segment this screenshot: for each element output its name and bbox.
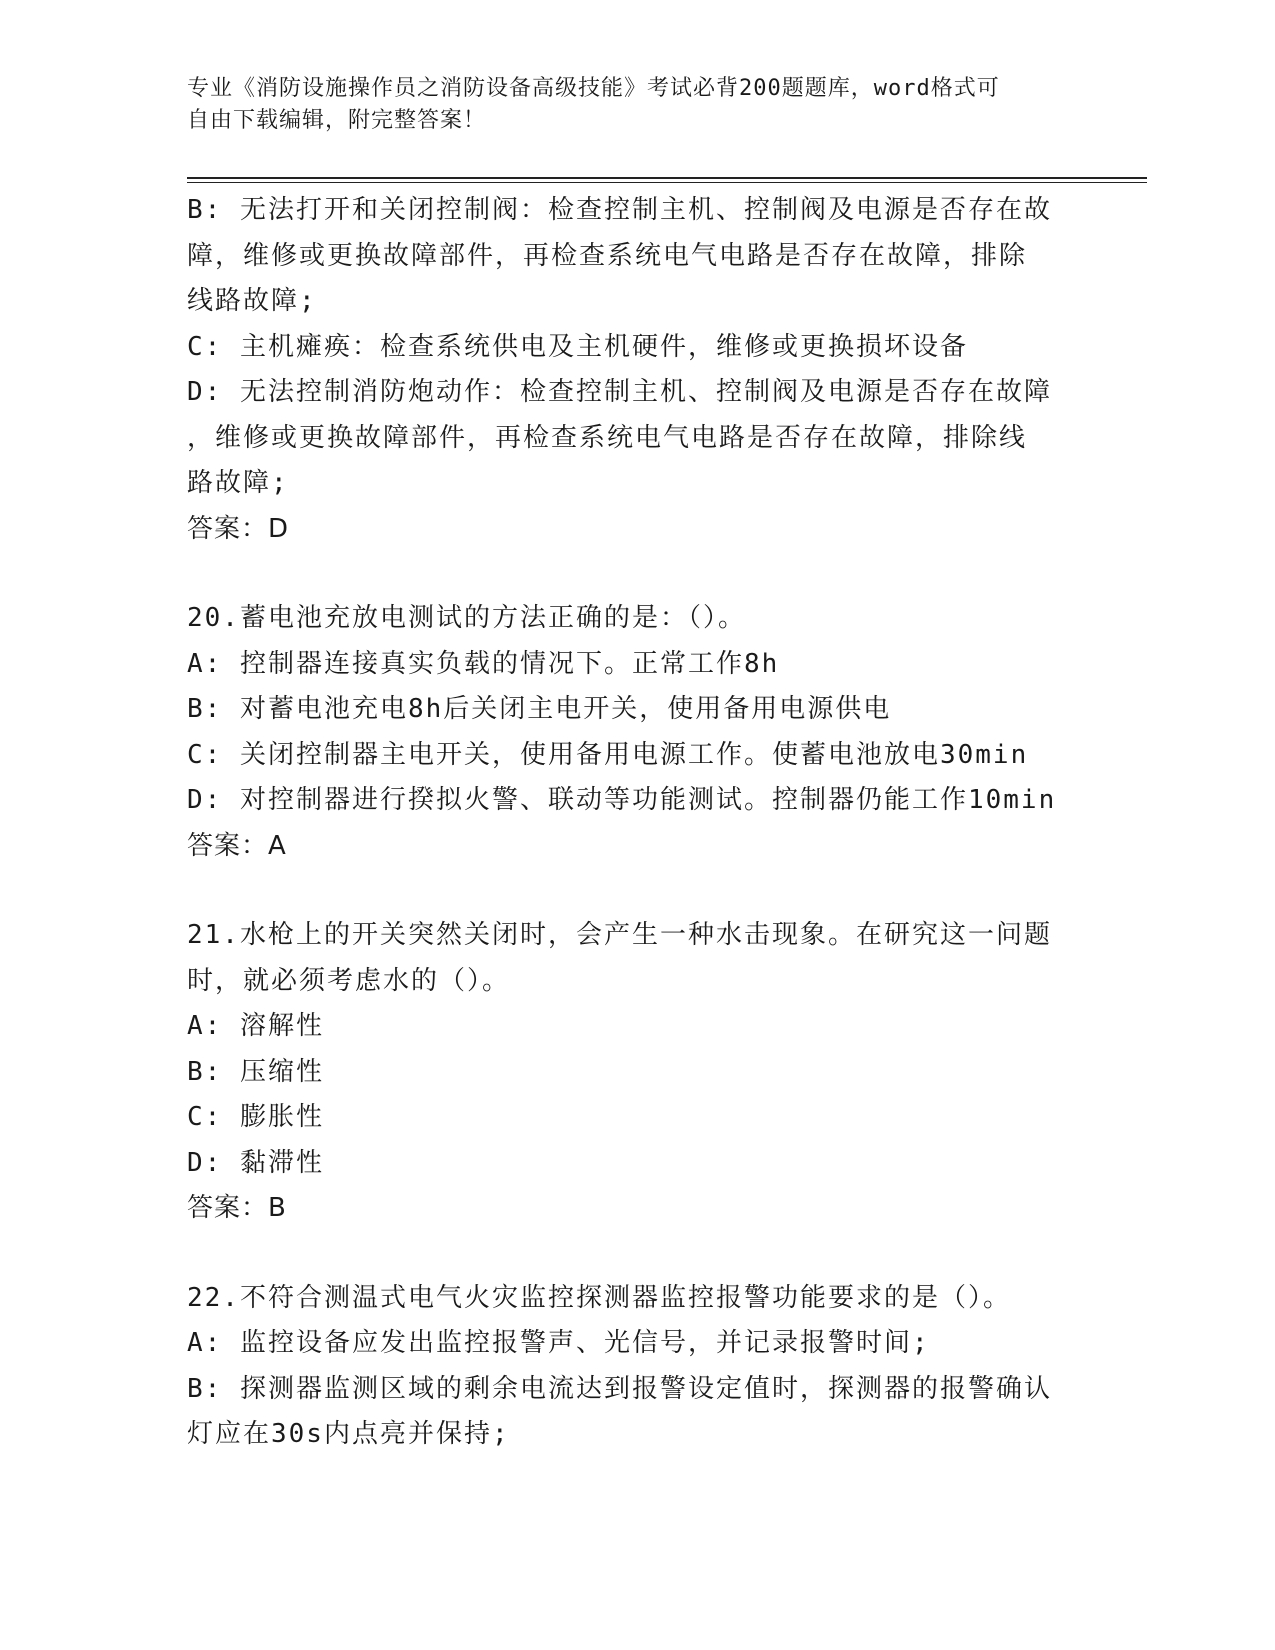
option-a: A: 监控设备应发出监控报警声、光信号，并记录报警时间; bbox=[187, 1328, 930, 1358]
document-body bbox=[187, 188, 1087, 1458]
document-header bbox=[187, 73, 1067, 137]
option-c: C: 主机瘫痪：检查系统供电及主机硬件，维修或更换损坏设备 bbox=[187, 331, 968, 362]
header-divider-thin bbox=[187, 182, 1147, 183]
option-d: D: 对控制器进行揆拟火警、联动等功能测试。控制器仍能工作10min bbox=[187, 785, 1057, 815]
answer: 答案：B bbox=[187, 1193, 287, 1223]
header-divider-thick bbox=[187, 177, 1147, 179]
question-stem-line-1: 21.水枪上的开关突然关闭时，会产生一种水击现象。在研究这一问题 bbox=[187, 920, 1052, 950]
question-21 bbox=[187, 913, 1087, 1232]
option-b: B: 对蓄电池充电8h后关闭主电开关，使用备用电源供电 bbox=[187, 694, 892, 724]
question-stem: 20.蓄电池充放电测试的方法正确的是：（）。 bbox=[187, 603, 746, 633]
question-stem-line-2: 时，就必须考虑水的（）。 bbox=[187, 965, 511, 996]
option-a: A: 控制器连接真实负载的情况下。正常工作8h bbox=[187, 648, 780, 679]
option-d: D: 黏滞性 bbox=[187, 1147, 324, 1178]
option-b-line-1: B: 无法打开和关闭控制阀：检查控制主机、控制阀及电源是否存在故 bbox=[187, 195, 1052, 225]
answer: 答案：D bbox=[187, 513, 290, 544]
question-stem: 22.不符合测温式电气火灾监控探测器监控报警功能要求的是（）。 bbox=[187, 1282, 1011, 1313]
header-line-1: 专业《消防设施操作员之消防设备高级技能》考试必背200题题库，word格式可 bbox=[187, 76, 1000, 101]
option-d-line-3: 路故障; bbox=[187, 468, 289, 498]
header-line-2: 自由下载编辑，附完整答案！ bbox=[187, 108, 487, 133]
option-c: C: 关闭控制器主电开关，使用备用电源工作。使蓄电池放电30min bbox=[187, 739, 1029, 770]
question-20 bbox=[187, 596, 1087, 869]
answer: 答案：A bbox=[187, 830, 287, 861]
option-d-line-1: D: 无法控制消防炮动作：检查控制主机、控制阀及电源是否存在故障 bbox=[187, 377, 1052, 407]
option-c: C: 膨胀性 bbox=[187, 1102, 324, 1132]
option-a: A: 溶解性 bbox=[187, 1011, 324, 1041]
option-b-line-2: 障，维修或更换故障部件，再检查系统电气电路是否存在故障，排除 bbox=[187, 240, 1028, 271]
option-b-line-3: 线路故障; bbox=[187, 286, 317, 316]
question-19-continued bbox=[187, 188, 1087, 552]
question-22 bbox=[187, 1276, 1087, 1458]
option-d-line-2: ，维修或更换故障部件，再检查系统电气电路是否存在故障，排除线 bbox=[187, 422, 1028, 453]
option-b-line-1: B: 探测器监测区域的剩余电流达到报警设定值时，探测器的报警确认 bbox=[187, 1373, 1052, 1404]
option-b-line-2: 灯应在30s内点亮并保持; bbox=[187, 1419, 510, 1449]
option-b: B: 压缩性 bbox=[187, 1056, 324, 1087]
